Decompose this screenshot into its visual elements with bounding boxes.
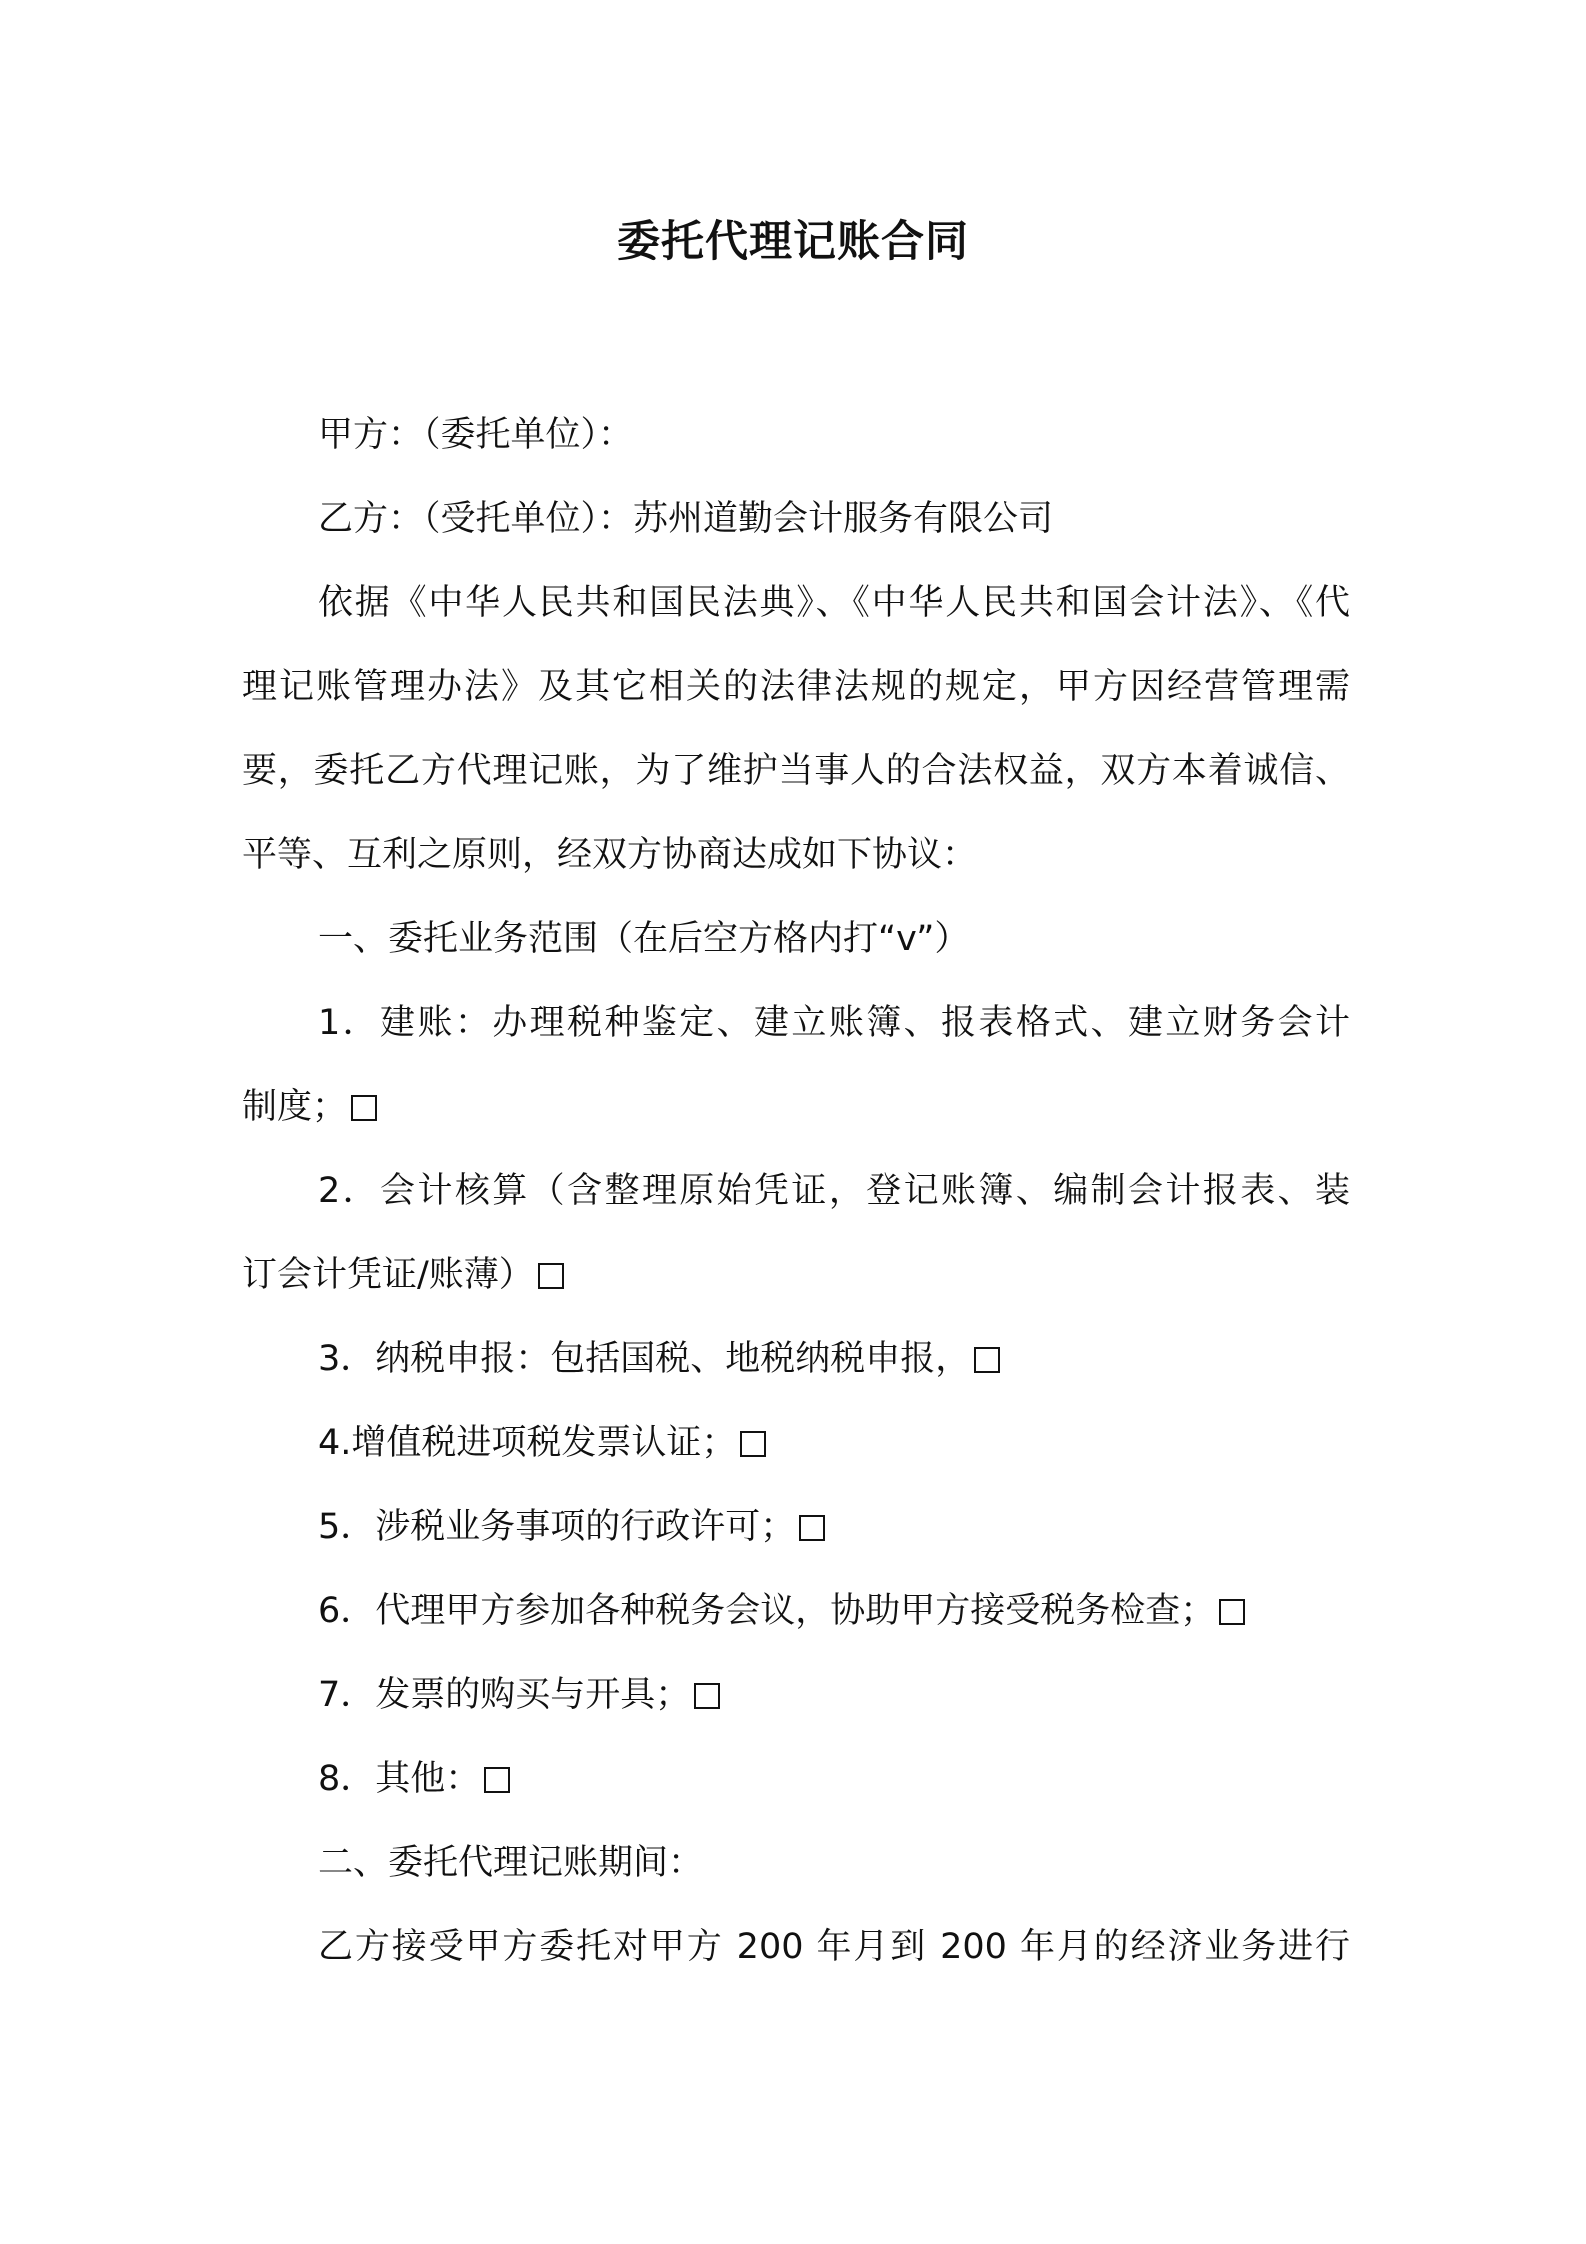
item-3-line [318, 1334, 1000, 1384]
item-7-line [318, 1670, 720, 1720]
item-8-checkbox[interactable] [484, 1767, 510, 1793]
item-4-checkbox[interactable] [740, 1431, 766, 1457]
item-4-text: 4.增值税进项税发票认证； [318, 1423, 737, 1463]
item-2-line-2 [242, 1250, 564, 1300]
item-6-checkbox[interactable] [1219, 1599, 1245, 1625]
item-5-line [318, 1502, 825, 1552]
item-3-text: 3．纳税申报：包括国税、地税纳税申报， [318, 1339, 971, 1379]
item-8-text: 8．其他： [318, 1759, 481, 1799]
document-title: 委托代理记账合同 [617, 217, 969, 267]
item-8-line [318, 1754, 510, 1804]
preamble-line-2: 理记账管理办法》及其它相关的法律法规的规定，甲方因经营管理需 [242, 667, 1350, 707]
item-6-text: 6．代理甲方参加各种税务会议，协助甲方接受税务检查； [318, 1591, 1216, 1631]
item-6-line [318, 1586, 1245, 1636]
item-2-line-1: 2．会计核算（含整理原始凭证，登记账簿、编制会计报表、装 [318, 1171, 1350, 1211]
item-2-text: 订会计凭证/账薄） [242, 1255, 534, 1295]
preamble-line-3: 要，委托乙方代理记账，为了维护当事人的合法权益，双方本着诚信、 [242, 751, 1350, 791]
item-5-checkbox[interactable] [799, 1515, 825, 1541]
item-5-text: 5．涉税业务事项的行政许可； [318, 1507, 796, 1547]
section1-heading: 一、委托业务范围（在后空方格内打“v”） [318, 919, 970, 959]
item-1-line-1: 1．建账：办理税种鉴定、建立账簿、报表格式、建立财务会计 [318, 1003, 1350, 1043]
item-7-checkbox[interactable] [694, 1683, 720, 1709]
item-4-line [318, 1418, 766, 1468]
party-a-line: 甲方：（委托单位）： [318, 415, 634, 455]
item-7-text: 7．发票的购买与开具； [318, 1675, 691, 1715]
item-3-checkbox[interactable] [974, 1347, 1000, 1373]
preamble-line-1: 依据《中华人民共和国民法典》、《中华人民共和国会计法》、《代 [318, 583, 1350, 623]
item-1-line-2 [242, 1082, 377, 1132]
preamble-line-4: 平等、互利之原则，经双方协商达成如下协议： [242, 835, 978, 875]
item-1-text: 制度； [242, 1087, 348, 1127]
section2-text: 乙方接受甲方委托对甲方 200 年月到 200 年月的经济业务进行 [318, 1927, 1350, 1967]
section2-heading: 二、委托代理记账期间： [318, 1843, 704, 1883]
item-1-checkbox[interactable] [351, 1095, 377, 1121]
item-2-checkbox[interactable] [538, 1263, 564, 1289]
party-b-line: 乙方：（受托单位）：苏州道勤会计服务有限公司 [318, 499, 1054, 539]
